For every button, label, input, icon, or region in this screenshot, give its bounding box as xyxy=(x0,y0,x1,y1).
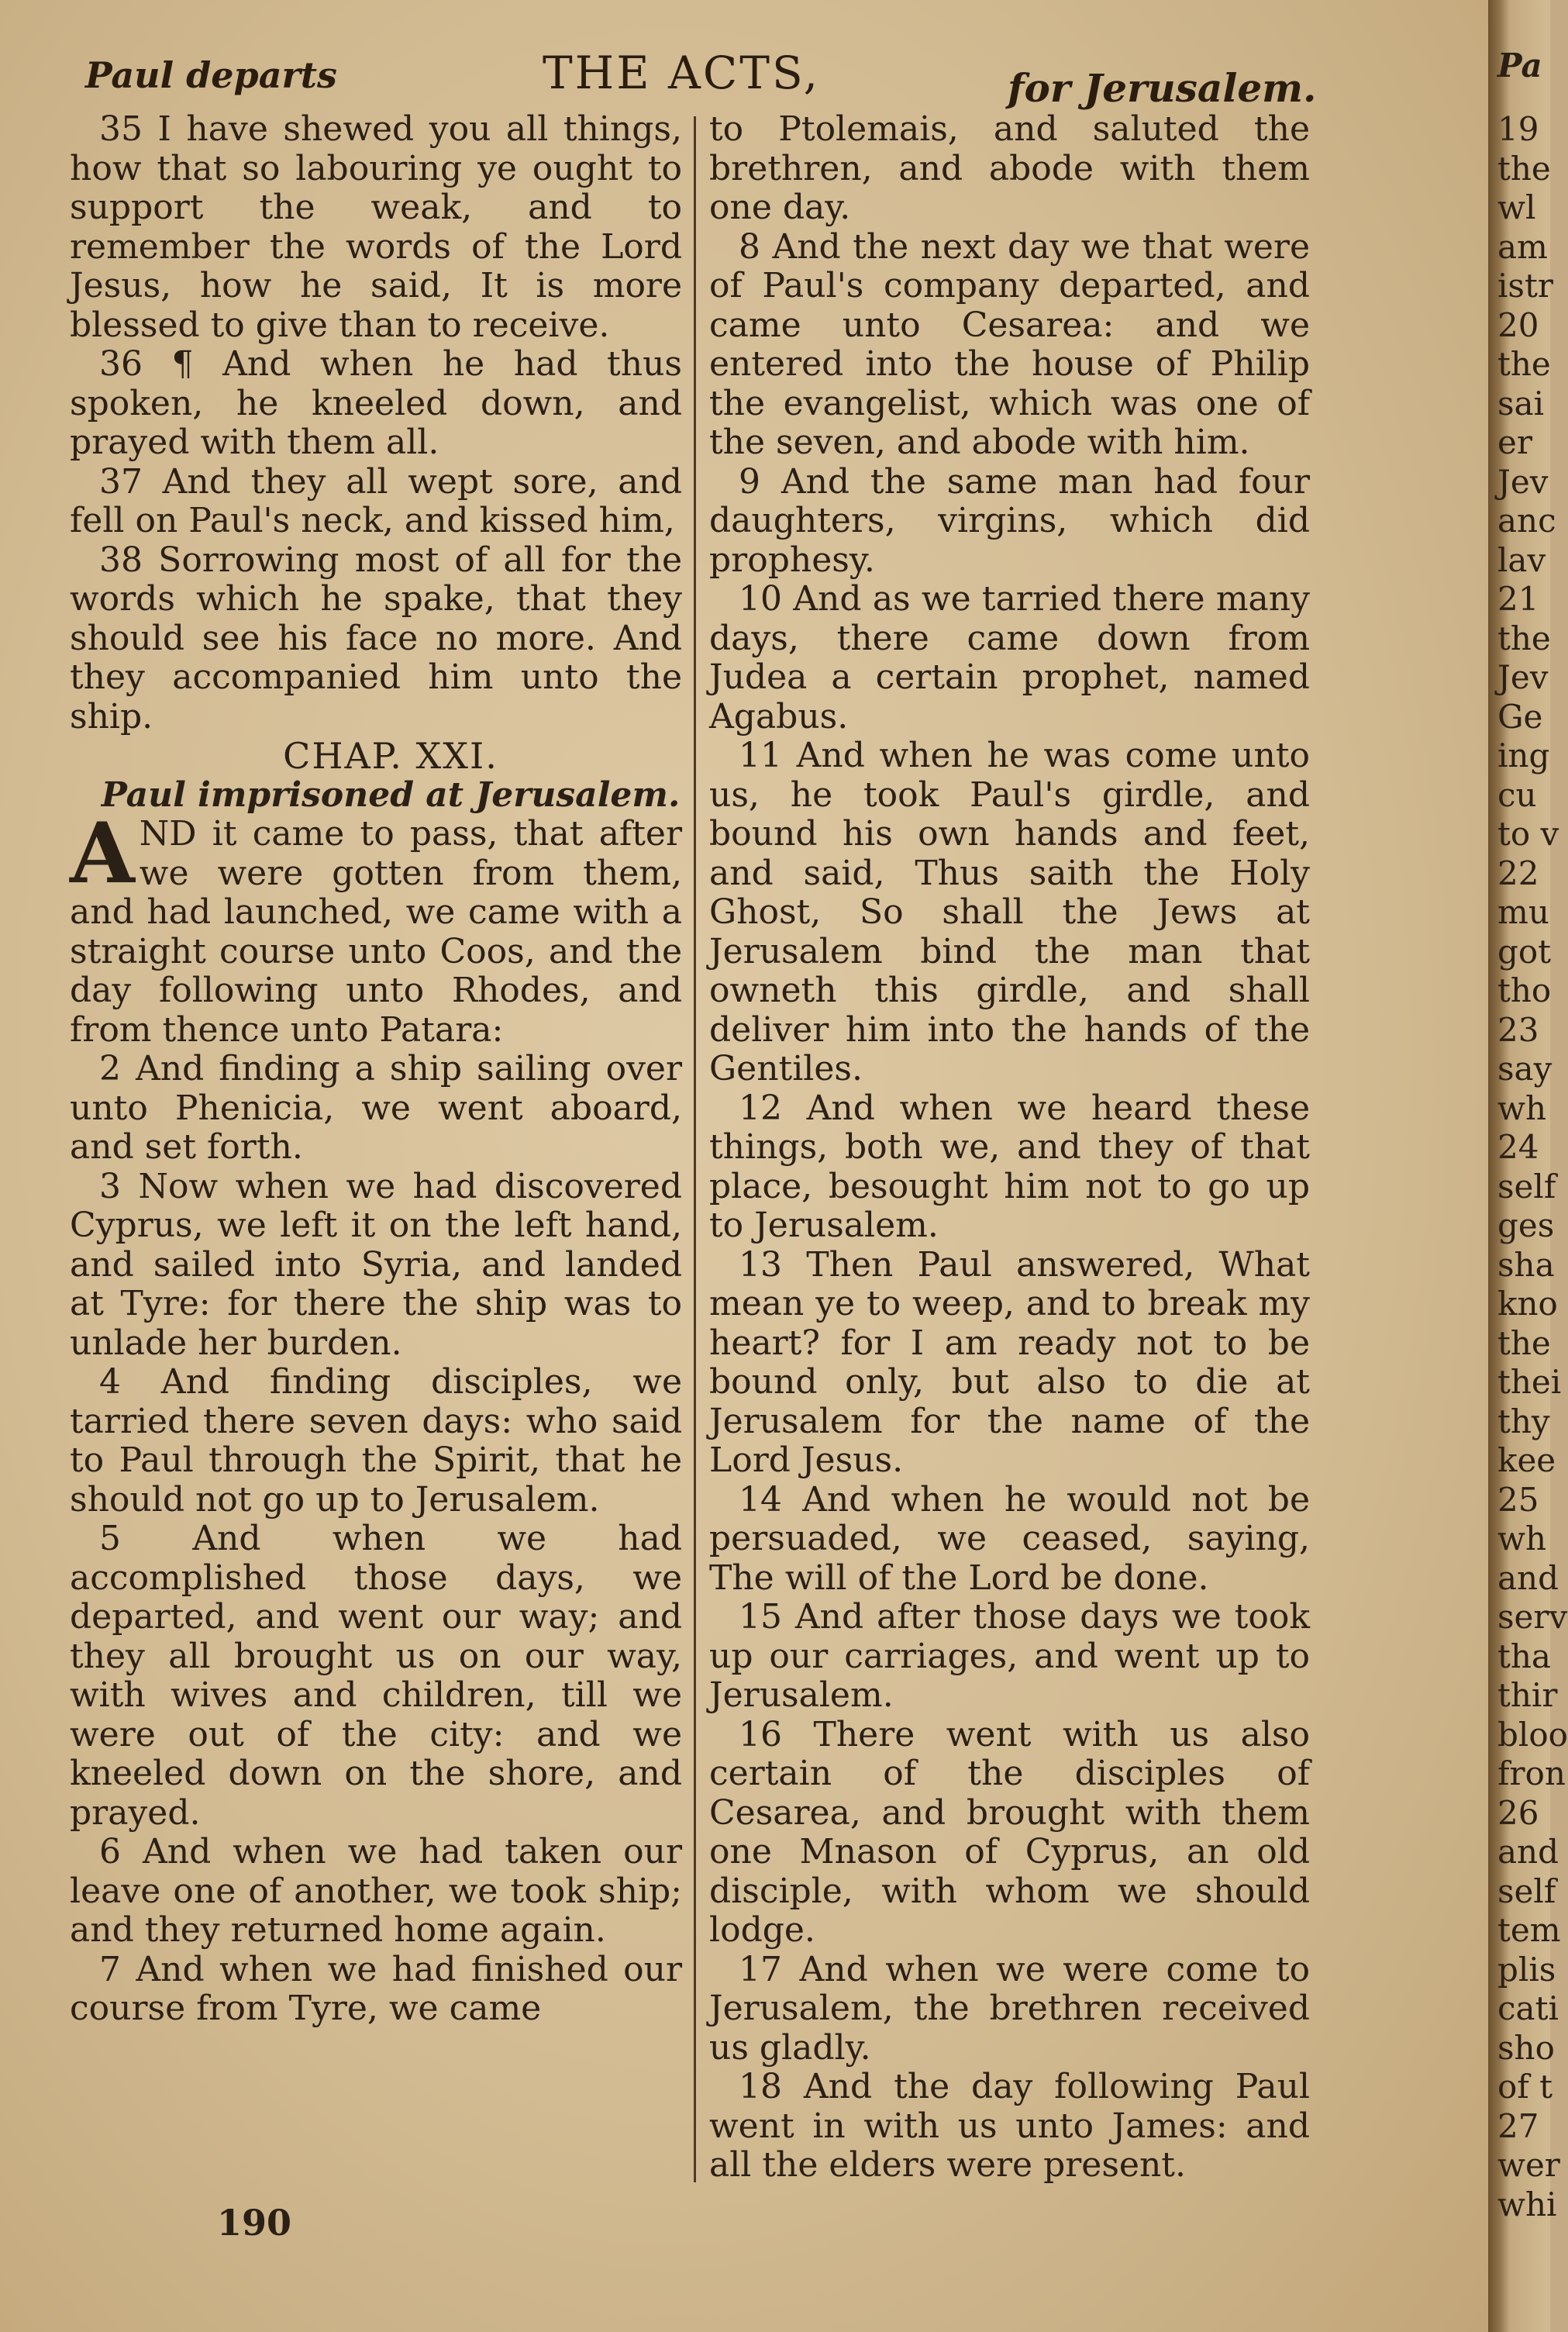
edge-line: wh xyxy=(1497,1520,1546,1558)
header-right: for Jerusalem. xyxy=(1008,65,1317,111)
verse-6: 6 And when we had taken our leave one of another, we took ship; and they returned home again. xyxy=(70,1832,682,1950)
chapter-summary: Paul imprisoned at Jerusalem. xyxy=(101,774,681,815)
verse-9: 9 And the same man had four daughters, virgins, which did prophesy. xyxy=(709,461,1310,580)
edge-line: lav xyxy=(1497,540,1546,579)
edge-line: Jev xyxy=(1497,658,1549,696)
running-header xyxy=(0,47,1488,116)
verse-14: 14 And when he would not be persuaded, we ceased, saying, The will of the Lord be done. xyxy=(709,1479,1310,1598)
verse-12: 12 And when we heard these things, both we, and they of that place, besought him not to go up to Jerusalem. xyxy=(709,1088,1310,1245)
verse-1 xyxy=(70,805,682,1050)
edge-line: 26 xyxy=(1497,1793,1539,1832)
edge-line: thir xyxy=(1497,1676,1558,1714)
verse-36: 36 ¶ And when he had thus spoken, he kneeled down, and prayed with them all. xyxy=(70,344,682,462)
verse-1-text: ND it came to pass, that after we were gotten from them, and had launched, we came with a straight course unto Coos, and the day following unto Rhodes, and from thence unto Patara: xyxy=(70,814,682,1050)
edge-line: the xyxy=(1497,619,1551,657)
verse-15: 15 And after those days we took up our carriages, and went up to Jerusalem. xyxy=(709,1597,1310,1715)
edge-line: tem xyxy=(1497,1911,1561,1949)
edge-line: istr xyxy=(1497,267,1553,305)
edge-line: 25 xyxy=(1497,1480,1539,1519)
verse-17: 17 And when we were come to Jerusalem, the brethren received us gladly. xyxy=(709,1949,1310,2068)
verse-7-continued: to Ptolemais, and saluted the brethren, and abode with them one day. xyxy=(709,109,1310,227)
edge-line: 27 xyxy=(1497,2106,1539,2145)
verse-13: 13 Then Paul answered, What mean ye to weep, and to break my heart? for I am ready not to be bound only, but also to die at Jerusalem for the name of the Lord Jesus. xyxy=(709,1244,1310,1480)
verse-18: 18 And the day following Paul went in with us unto James: and all the elders were present. xyxy=(709,2067,1310,2185)
edge-line: Ge xyxy=(1497,697,1543,736)
edge-line: cu xyxy=(1497,775,1537,814)
edge-line: and xyxy=(1497,1833,1559,1871)
edge-line: kno xyxy=(1497,1285,1558,1323)
left-column xyxy=(70,110,682,2188)
verse-5: 5 And when we had accomplished those days, we departed, and went our way; and they all brought us on our way, with wives and children, till we were out of the city: and we kneeled down on the shore, and prayed. xyxy=(70,1519,682,1833)
edge-line: whi xyxy=(1497,2185,1557,2223)
edge-line: ing xyxy=(1497,737,1550,774)
verse-2: 2 And finding a ship sailing over unto Phenicia, we went aboard, and set forth. xyxy=(70,1049,682,1167)
header-book-title: THE ACTS, xyxy=(543,47,821,99)
verse-11: 11 And when he was come unto us, he took Paul's girdle, and bound his own hands and feet, and said, Thus saith the Holy Ghost, So shall the Jews at Jerusalem bind the man that owneth this girdle, and shall deliver him into the hands of the Gentiles. xyxy=(709,736,1310,1088)
edge-line: kee xyxy=(1497,1441,1556,1479)
edge-line: self xyxy=(1497,1167,1556,1206)
verse-16: 16 There went with us also certain of the disciples of Cesarea, and brought with them one Mnason of Cyprus, an old disciple, with whom we should lodge. xyxy=(709,1714,1310,1950)
verse-8: 8 And the next day we that were of Paul's company departed, and came unto Cesarea: and we entered into the house of Philip the evangelist, which was one of the seven, and abode with him. xyxy=(709,226,1310,462)
next-page-edge xyxy=(1488,0,1568,2332)
verse-38: 38 Sorrowing most of all for the words which he spake, that they should see his face no more. And they accompanied him unto the ship. xyxy=(70,540,682,737)
edge-line: sho xyxy=(1497,2028,1555,2067)
edge-line: cati xyxy=(1497,1989,1559,2027)
verse-10: 10 And as we tarried there many days, there came down from Judea a certain prophet, named Agabus. xyxy=(709,579,1310,737)
verse-35: 35 I have shewed you all things, how that so labouring ye ought to support the weak, and to remember the words of the Lord Jesus, how he said, It is more blessed to give than to receive. xyxy=(70,109,682,345)
edge-line: thei xyxy=(1497,1363,1562,1401)
edge-line: mu xyxy=(1497,893,1549,931)
page-number: 190 xyxy=(217,2202,292,2244)
edge-line: serv xyxy=(1497,1598,1568,1636)
verse-4: 4 And finding disciples, we tarried there seven days: who said to Paul through the Spirit, that he should not go up to Jerusalem. xyxy=(70,1362,682,1520)
edge-line: Jev xyxy=(1497,462,1549,501)
edge-line: ges xyxy=(1497,1206,1555,1244)
edge-line: bloo xyxy=(1497,1715,1568,1754)
edge-line: to v xyxy=(1497,815,1559,853)
verse-37: 37 And they all wept sore, and fell on Paul's neck, and kissed him, xyxy=(70,461,682,540)
edge-line: tho xyxy=(1497,971,1552,1009)
edge-line: sha xyxy=(1497,1245,1555,1284)
edge-line: wer xyxy=(1497,2146,1560,2184)
drop-cap: A xyxy=(70,805,135,902)
edge-line: self xyxy=(1497,1871,1556,1910)
edge-line: 22 xyxy=(1497,854,1539,892)
chapter-heading: CHAP. XXI. xyxy=(283,735,498,777)
edge-line: say xyxy=(1497,1050,1552,1088)
edge-line: 24 xyxy=(1497,1128,1539,1166)
edge-line: thy xyxy=(1497,1402,1550,1440)
edge-line: and xyxy=(1497,1558,1559,1597)
edge-line: 20 xyxy=(1497,305,1539,344)
header-left: Paul departs xyxy=(85,54,337,96)
edge-line: the xyxy=(1497,345,1551,383)
verse-3: 3 Now when we had discovered Cyprus, we left it on the left hand, and sailed into Syria, and landed at Tyre: for there the ship was to unlade her burden. xyxy=(70,1166,682,1363)
edge-line: got xyxy=(1497,932,1552,971)
edge-line: 23 xyxy=(1497,1010,1539,1049)
edge-line: the xyxy=(1497,1323,1551,1362)
edge-line: anc xyxy=(1497,502,1556,540)
edge-line: wh xyxy=(1497,1088,1546,1127)
edge-line: sai xyxy=(1497,384,1545,423)
edge-line: the xyxy=(1497,149,1551,188)
edge-line: tha xyxy=(1497,1637,1551,1675)
next-page-header: Pa xyxy=(1497,47,1542,85)
right-column xyxy=(709,110,1310,2188)
edge-line: of t xyxy=(1497,2068,1553,2106)
edge-line: 21 xyxy=(1497,580,1539,618)
edge-line: am xyxy=(1497,227,1548,266)
next-page-fragment xyxy=(1497,47,1568,2224)
column-divider xyxy=(694,116,696,2182)
edge-line: plis xyxy=(1497,1950,1556,1989)
verse-7: 7 And when we had finished our course from Tyre, we came xyxy=(70,1949,682,2028)
edge-line: wl xyxy=(1497,188,1536,226)
edge-line: er xyxy=(1497,423,1532,461)
edge-line: fron xyxy=(1497,1754,1566,1792)
edge-line: 19 xyxy=(1497,110,1539,148)
